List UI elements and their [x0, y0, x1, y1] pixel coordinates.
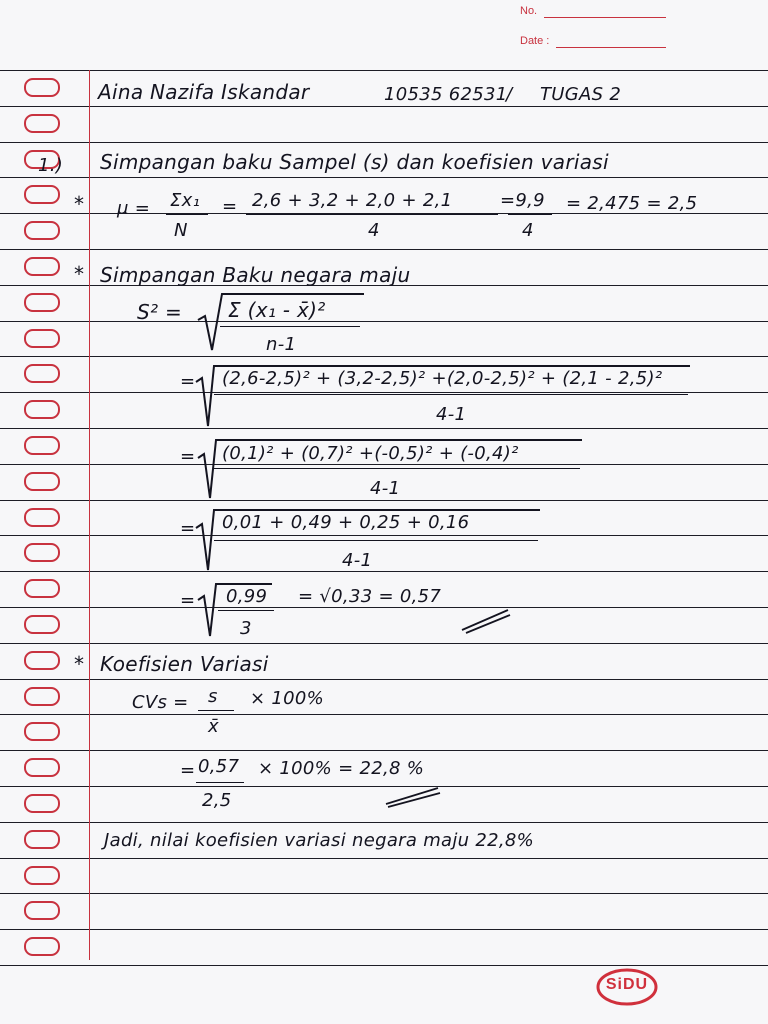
binder-hole — [24, 758, 60, 777]
formula-numerator: Σ (x₁ - x̄)² — [228, 298, 326, 322]
conclusion: Jadi, nilai koefisien variasi negara maju 22,8% — [104, 830, 535, 851]
binder-hole — [24, 78, 60, 97]
binder-hole — [24, 364, 60, 383]
mean-lhs: μ = — [117, 198, 151, 219]
binder-hole — [24, 114, 60, 133]
ruled-line — [0, 607, 768, 608]
mean-bullet: * — [74, 192, 85, 216]
mean-total-numerator: =9,9 — [500, 190, 545, 211]
step4-bar — [218, 610, 274, 611]
step3-bar — [214, 540, 538, 541]
binder-hole — [24, 794, 60, 813]
binder-hole — [24, 472, 60, 491]
cv-denominator: x̄ — [208, 716, 219, 737]
binder-hole — [24, 722, 60, 741]
date-label: Date : — [520, 35, 550, 47]
mean-sum-denominator: N — [174, 220, 188, 241]
ruled-line — [0, 177, 768, 178]
ruled-line — [0, 822, 768, 823]
cv-multiplier: × 100% — [250, 688, 325, 709]
ruled-line — [0, 714, 768, 715]
binder-hole — [24, 866, 60, 885]
mean-total-bar — [508, 214, 552, 215]
cv-step-denominator: 2,5 — [202, 790, 232, 811]
cv-step-equals: = — [180, 760, 196, 781]
section2-heading: Simpangan Baku negara maju — [100, 263, 411, 287]
title-separator: / — [506, 84, 513, 105]
mean-sum-numerator: Σx₁ — [170, 190, 201, 211]
ruled-line — [0, 70, 768, 71]
ruled-line — [0, 858, 768, 859]
binder-hole — [24, 651, 60, 670]
step3-denominator: 4-1 — [342, 550, 373, 571]
mean-values-denominator: 4 — [368, 220, 380, 241]
ruled-line — [0, 249, 768, 250]
binder-hole — [24, 579, 60, 598]
ruled-line — [0, 643, 768, 644]
mean-total-denominator: 4 — [522, 220, 534, 241]
margin-line — [89, 70, 90, 960]
question-number: 1.) — [38, 155, 64, 176]
step4-denominator: 3 — [240, 618, 252, 639]
section1-heading: Simpangan baku Sampel (s) dan koefisien variasi — [100, 150, 609, 174]
binder-hole — [24, 221, 60, 240]
formula-bar — [220, 326, 360, 327]
cv-step-bar — [196, 782, 244, 783]
mean-values-numerator: 2,6 + 3,2 + 2,0 + 2,1 — [252, 190, 453, 211]
binder-hole — [24, 830, 60, 849]
std-dev-result: = √0,33 = 0,57 — [298, 586, 442, 607]
mean-equals: = — [222, 196, 238, 217]
section2-bullet: * — [74, 262, 85, 286]
mean-sum-bar — [166, 214, 208, 215]
step1-numerator: (2,6-2,5)² + (3,2-2,5)² +(2,0-2,5)² + (2,1 - 2,5)² — [222, 368, 663, 389]
ruled-line — [0, 356, 768, 357]
mean-values-bar — [246, 214, 498, 215]
cv-numerator: s — [208, 686, 218, 707]
binder-hole — [24, 687, 60, 706]
ruled-line — [0, 679, 768, 680]
student-name: Aina Nazifa Iskandar — [98, 80, 310, 104]
ruled-line — [0, 750, 768, 751]
cv-step-numerator: 0,57 — [198, 756, 240, 777]
binder-hole — [24, 185, 60, 204]
ruled-line — [0, 929, 768, 930]
binder-hole — [24, 508, 60, 527]
step1-bar — [214, 394, 688, 395]
student-id: 10535 62531 — [384, 84, 508, 105]
step1-equals: = — [180, 371, 196, 392]
step4-equals: = — [180, 590, 196, 611]
no-rule — [544, 17, 666, 18]
step2-bar — [214, 468, 580, 469]
cv-result-underline-marks — [384, 784, 442, 808]
step3-numerator: 0,01 + 0,49 + 0,25 + 0,16 — [222, 512, 470, 533]
no-label: No. — [520, 5, 538, 17]
step2-numerator: (0,1)² + (0,7)² +(-0,5)² + (-0,4)² — [222, 443, 519, 464]
ruled-line — [0, 321, 768, 322]
binder-hole — [24, 257, 60, 276]
step4-numerator: 0,99 — [226, 586, 268, 607]
binder-hole — [24, 543, 60, 562]
section3-heading: Koefisien Variasi — [100, 652, 269, 676]
cv-result: × 100% = 22,8 % — [258, 758, 425, 779]
step1-denominator: 4-1 — [436, 404, 467, 425]
result-underline-marks — [460, 606, 512, 634]
mean-result: = 2,475 = 2,5 — [566, 193, 698, 214]
brand-logo-text: SiDU — [605, 976, 649, 993]
s2-lhs: S² = — [137, 300, 183, 324]
ruled-line — [0, 893, 768, 894]
ruled-line — [0, 106, 768, 107]
binder-hole — [24, 436, 60, 455]
step3-equals: = — [180, 518, 196, 539]
ruled-line — [0, 965, 768, 966]
step2-equals: = — [180, 446, 196, 467]
binder-hole — [24, 293, 60, 312]
binder-hole — [24, 400, 60, 419]
task-label: TUGAS 2 — [540, 84, 622, 105]
binder-hole — [24, 615, 60, 634]
binder-hole — [24, 901, 60, 920]
ruled-line — [0, 142, 768, 143]
cv-bar — [198, 710, 234, 711]
binder-hole — [24, 937, 60, 956]
formula-denominator: n-1 — [266, 334, 297, 355]
section3-bullet: * — [74, 652, 85, 676]
cv-lhs: CVs = — [132, 692, 189, 713]
step2-denominator: 4-1 — [370, 478, 401, 499]
date-rule — [556, 47, 666, 48]
binder-hole — [24, 329, 60, 348]
